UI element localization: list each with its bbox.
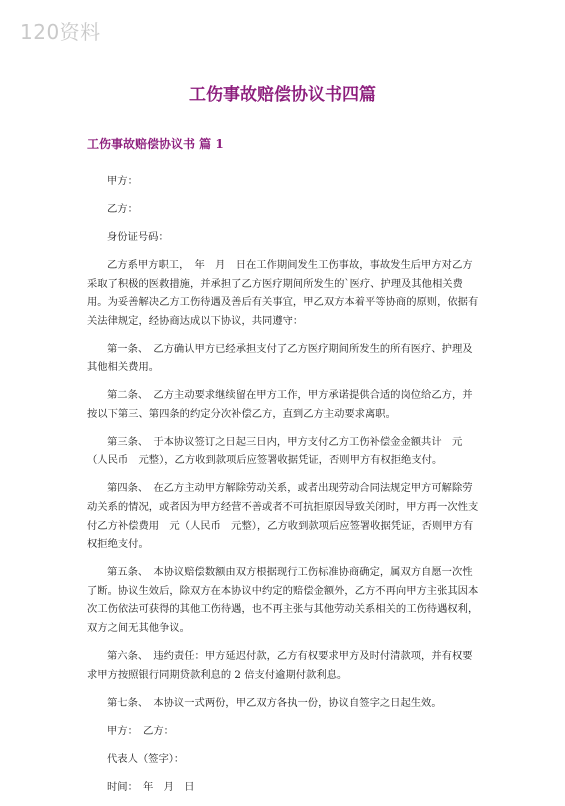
representative-line: 代表人（签字）： xyxy=(107,752,185,765)
section-heading: 工伤事故赔偿协议书 篇 1 xyxy=(87,137,224,151)
article-2: 第二条、 乙方主动要求继续留在甲方工作，甲方承诺提供合适的岗位给乙方，并按以下第三、第四条的约定分次补偿乙方，直到乙方主动要求离职。 xyxy=(87,389,473,420)
watermark: 120资料 xyxy=(20,20,101,44)
document-body xyxy=(87,172,482,806)
party-b-line: 乙方： xyxy=(107,202,138,215)
document-title: 工伤事故赔偿协议书四篇 xyxy=(189,85,376,105)
id-number-line: 身份证号码： xyxy=(107,230,169,243)
article-1: 第一条、 乙方确认甲方已经承担支付了乙方医疗期间所发生的所有医疗、护理及其他相关费用。 xyxy=(87,342,473,374)
time-line: 时间： 年 月 日 xyxy=(107,780,195,793)
article-6: 第六条、 违约责任：甲方延迟付款，乙方有权要求甲方及时付清款项，并有权要求甲方按照银行同期贷款利息的 2 倍支付逾期付款利息。 xyxy=(87,649,473,681)
article-4: 第四条、 在乙方主动甲方解除劳动关系，或者出现劳动合同法规定甲方可解除劳动关系的情况，或者因为甲方经营不善或者不可抗拒原因导致关闭时，甲方再一次性支付乙方补偿费用 元（人民币 元整），乙方收到款项后应签署收据凭证，否则甲方有权拒绝支付。 xyxy=(87,482,479,551)
party-a-line: 甲方： xyxy=(107,175,138,187)
article-3: 第三条、 于本协议签订之日起三日内，甲方支付乙方工伤补偿金金额共计 元（人民币 元整），乙方收到款项后应签署收据凭证，否则甲方有权拒绝支付。 xyxy=(87,435,463,467)
article-7: 第七条、 本协议一式两份，甲乙双方各执一份，协议自签字之日起生效。 xyxy=(107,696,442,709)
preamble-paragraph: 乙方系甲方职工， 年 月 日在工作期间发生工伤事故，事故发生后甲方对乙方采取了积极的医救措施，并承担了乙方医疗期间所发生的`医疗、护理及其他相关费用。为妥善解决乙方工伤待遇及善后有关事宜，甲乙双方本着平等协商的原则，依据有关法律规定，经协商达成以下协议，共同遵守： xyxy=(87,258,479,327)
signature-parties-line: 甲方： 乙方： xyxy=(107,724,174,737)
article-5: 第五条、 本协议赔偿数额由双方根据现行工伤标准协商确定，属双方自愿一次性了断。协议生效后，除双方在本协议中约定的赔偿金额外，乙方不再向甲方主张其因本次工伤依法可获得的其他工伤待遇，也不再主张与其他劳动关系相关的工伤待遇权利，双方之间无其他争议。 xyxy=(87,566,479,634)
